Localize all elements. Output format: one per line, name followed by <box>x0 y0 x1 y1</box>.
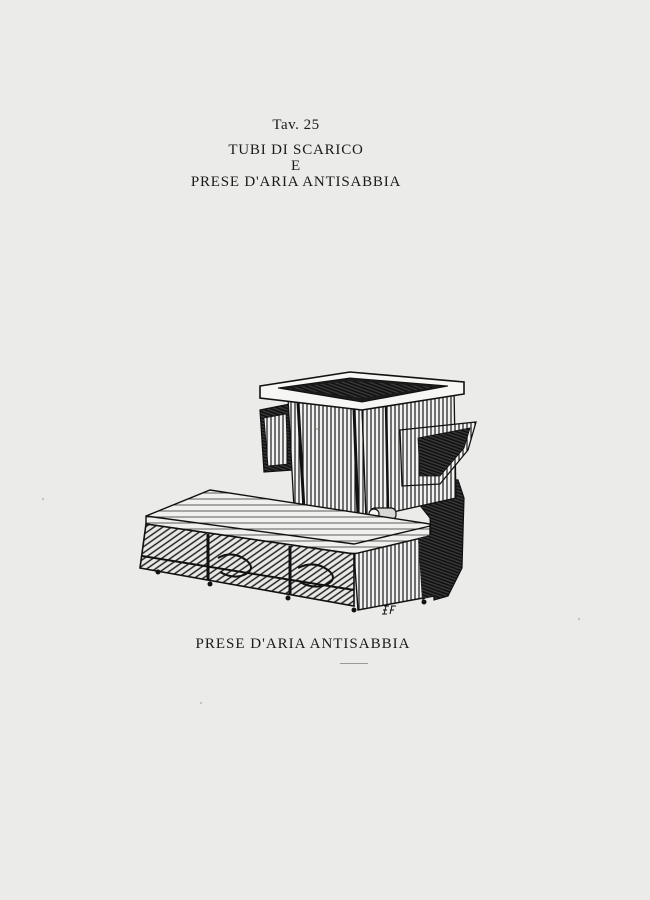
plate-title <box>0 142 592 190</box>
plate-number: Tav. 25 <box>272 117 320 133</box>
title-line-1: TUBI DI SCARICO <box>228 142 364 158</box>
title-line-2: E <box>291 158 301 174</box>
paper-speck <box>200 702 202 704</box>
paper-speck <box>42 498 44 500</box>
figure-caption: PRESE D'ARIA ANTISABBIA <box>195 636 411 652</box>
caption-underline <box>340 663 368 664</box>
paper-speck <box>316 428 318 430</box>
engraver-signature <box>382 606 396 614</box>
air-intake-illustration <box>118 368 482 618</box>
paper-speck <box>578 618 580 620</box>
title-line-3: PRESE D'ARIA ANTISABBIA <box>190 174 402 190</box>
